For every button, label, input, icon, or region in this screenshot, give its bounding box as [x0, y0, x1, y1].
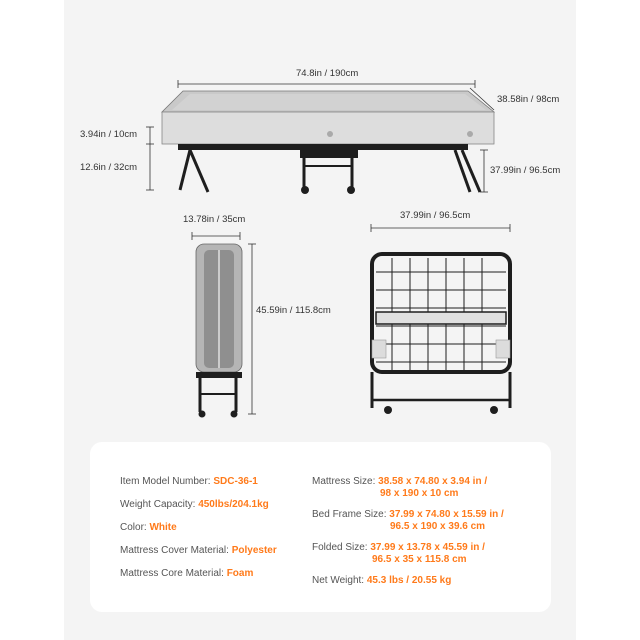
unfolded-bed-illustration	[146, 80, 494, 194]
folded-height-label: 45.59in / 115.8cm	[256, 305, 331, 316]
width-dimension-label: 38.58in / 98cm	[497, 94, 560, 105]
folded-side-illustration	[192, 232, 256, 418]
mattress-thickness-label: 3.94in / 10cm	[80, 129, 138, 140]
folded-front-illustration	[371, 224, 510, 414]
leg-height-label: 12.6in / 32cm	[80, 162, 138, 173]
spec-folded-size-metric: 96.5 x 35 x 115.8 cm	[372, 554, 467, 565]
spec-cover-material: Mattress Cover Material: Polyester	[120, 545, 277, 556]
spec-core-material: Mattress Core Material: Foam	[120, 568, 254, 579]
frame-width-side-label: 37.99in / 96.5cm	[490, 165, 561, 176]
specifications-card	[90, 442, 551, 612]
spec-bed-frame-size-metric: 96.5 x 190 x 39.6 cm	[390, 521, 486, 532]
spec-net-weight: Net Weight: 45.3 lbs / 20.55 kg	[312, 575, 452, 586]
length-dimension-label: 74.8in / 190cm	[296, 68, 359, 79]
spec-bed-frame-size: Bed Frame Size: 37.99 x 74.80 x 15.59 in / 96.5 x 190 x 39.6 cm	[312, 509, 504, 532]
spec-weight-capacity: Weight Capacity: 450lbs/204.1kg	[120, 499, 269, 510]
folded-width-label: 37.99in / 96.5cm	[400, 210, 471, 221]
spec-folded-size: Folded Size: 37.99 x 13.78 x 45.59 in / 96.5 x 35 x 115.8 cm	[312, 542, 485, 565]
spec-item-model: Item Model Number: SDC-36-1	[120, 476, 258, 487]
spec-mattress-size: Mattress Size: 38.58 x 74.80 x 3.94 in / 98 x 190 x 10 cm	[312, 476, 488, 499]
spec-mattress-size-metric: 98 x 190 x 10 cm	[380, 488, 459, 499]
folded-depth-label: 13.78in / 35cm	[183, 214, 246, 225]
spec-color: Color: White	[120, 522, 177, 533]
